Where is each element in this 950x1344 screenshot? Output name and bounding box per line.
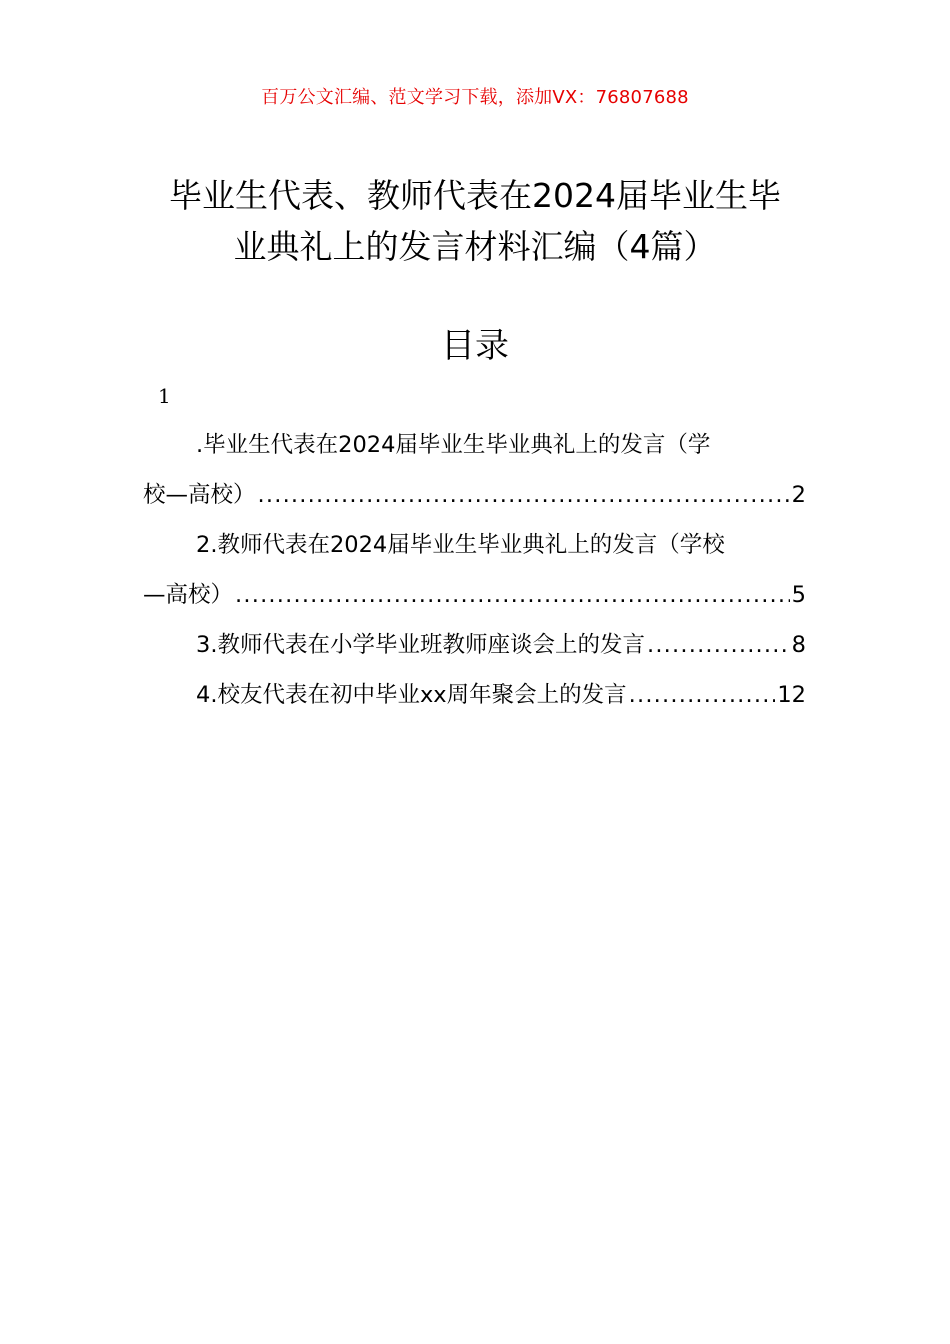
toc-entry-4-page: 12 — [777, 682, 806, 708]
toc-entry-1-line-2[interactable] — [143, 478, 806, 512]
toc-dot-leader — [235, 578, 790, 612]
toc-entry-3[interactable] — [196, 628, 806, 662]
toc-heading: 目录 — [441, 326, 509, 366]
toc-stray-number: 1 — [158, 384, 171, 408]
toc-entry-1-line-1[interactable] — [196, 428, 806, 462]
toc-entry-2-title: 2.教师代表在2024届毕业生毕业典礼上的发言（学校 — [196, 532, 725, 558]
toc-dot-leader — [629, 678, 776, 712]
title-line-1: 毕业生代表、教师代表在2024届毕业生毕 — [169, 176, 781, 215]
watermark-banner — [0, 84, 950, 112]
watermark-text: 百万公文汇编、范文学习下载，添加VX：76807688 — [261, 87, 689, 108]
toc-dot-leader — [647, 628, 790, 662]
toc-entry-2-line-1[interactable] — [196, 528, 806, 562]
toc-entry-1-title: .毕业生代表在2024届毕业生毕业典礼上的发言（学 — [196, 432, 711, 458]
toc-entry-4[interactable] — [196, 678, 806, 712]
toc-entry-2-line-2[interactable] — [143, 578, 806, 612]
title-line-2: 业典礼上的发言材料汇编（4篇） — [233, 227, 717, 266]
toc-entry-3-page: 8 — [791, 632, 806, 658]
toc-dot-leader — [258, 478, 790, 512]
toc-entry-2-page: 5 — [791, 582, 806, 608]
toc-entry-2-title-cont: —高校） — [143, 582, 234, 608]
toc-entry-3-title: 3.教师代表在小学毕业班教师座谈会上的发言 — [196, 632, 645, 658]
toc-entry-1-page: 2 — [791, 482, 806, 508]
toc-entry-1-title-cont: 校—高校） — [143, 482, 256, 508]
document-title — [140, 170, 810, 272]
toc-entry-4-title: 4.校友代表在初中毕业xx周年聚会上的发言 — [196, 682, 627, 708]
